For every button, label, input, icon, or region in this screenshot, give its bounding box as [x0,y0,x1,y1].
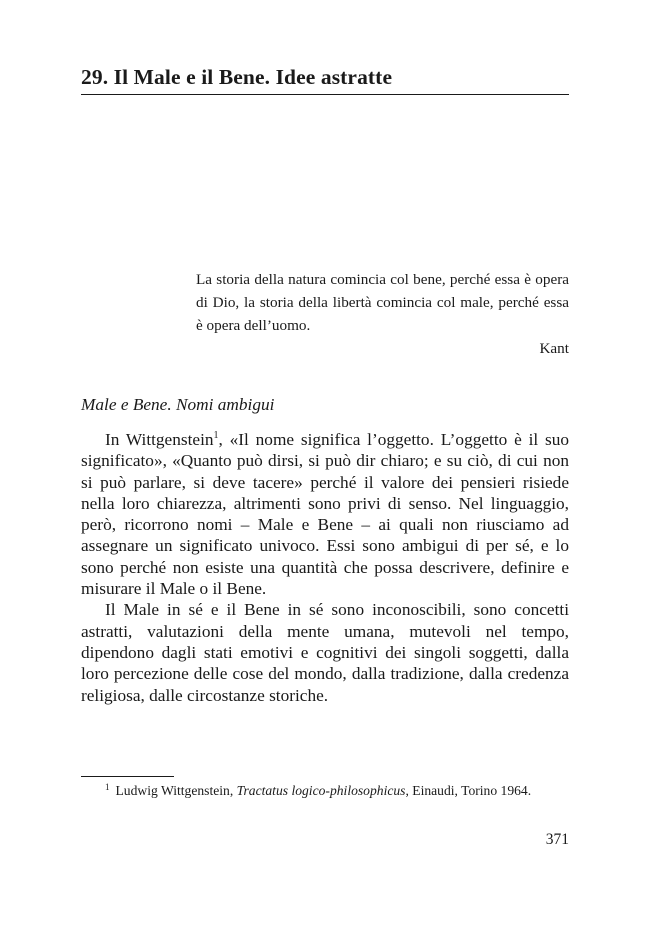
footnote-rule [81,776,174,777]
footnote-author: Ludwig Wittgenstein, [115,783,234,798]
paragraph-1 [81,429,569,599]
page-number: 371 [545,831,569,848]
body-text [81,429,569,706]
section-heading: Male e Bene. Nomi ambigui [81,395,275,414]
epigraph-quote: La storia della natura comincia col bene, perché essa è opera di Dio, la storia della libertà comincia col male, perché essa è opera dell’uomo. [196,271,569,334]
epigraph [196,268,569,360]
title-rule [81,94,569,95]
paragraph-1-start: In Wittgenstein [105,430,214,449]
footnote-publication: , Einaudi, Torino 1964. [405,783,532,798]
paragraph-1-rest: , «Il nome significa l’oggetto. L’oggetto è il suo significato», «Quanto può dirsi, si può dir chiaro; e su ciò, di cui non si può parlare, si deve tacere» perché il valore dei pensieri risiede nella loro chiarezza, altrimenti sono privi di senso. Nel linguaggio, però, ricorrono nomi – Male e Bene – ai quali non riusciamo ad assegnare un significato univoco. Essi sono ambigui di per sé, e lo sono perché non esiste una quantità che possa descrivere, definire e misurare il Male o il Bene. [81,430,569,599]
footnote-reference[interactable]: 1 [213,430,219,441]
chapter-title: 29. Il Male e il Bene. Idee astratte [81,65,393,89]
epigraph-author: Kant [539,340,569,357]
footnote-number: 1 [105,782,110,792]
paragraph-2: Il Male in sé e il Bene in sé sono inconoscibili, sono concetti astratti, valutazioni della mente umana, mutevoli nel tempo, dipendono dagli stati emotivi e cognitivi dei singoli soggetti, dalla loro percezione delle cose del mondo, dalla tradizione, dalla credenza religiosa, dalle circostanze storiche. [81,600,569,705]
footnote-work-title: Tractatus logico-philosophicus [236,783,406,798]
footnote [81,781,569,801]
